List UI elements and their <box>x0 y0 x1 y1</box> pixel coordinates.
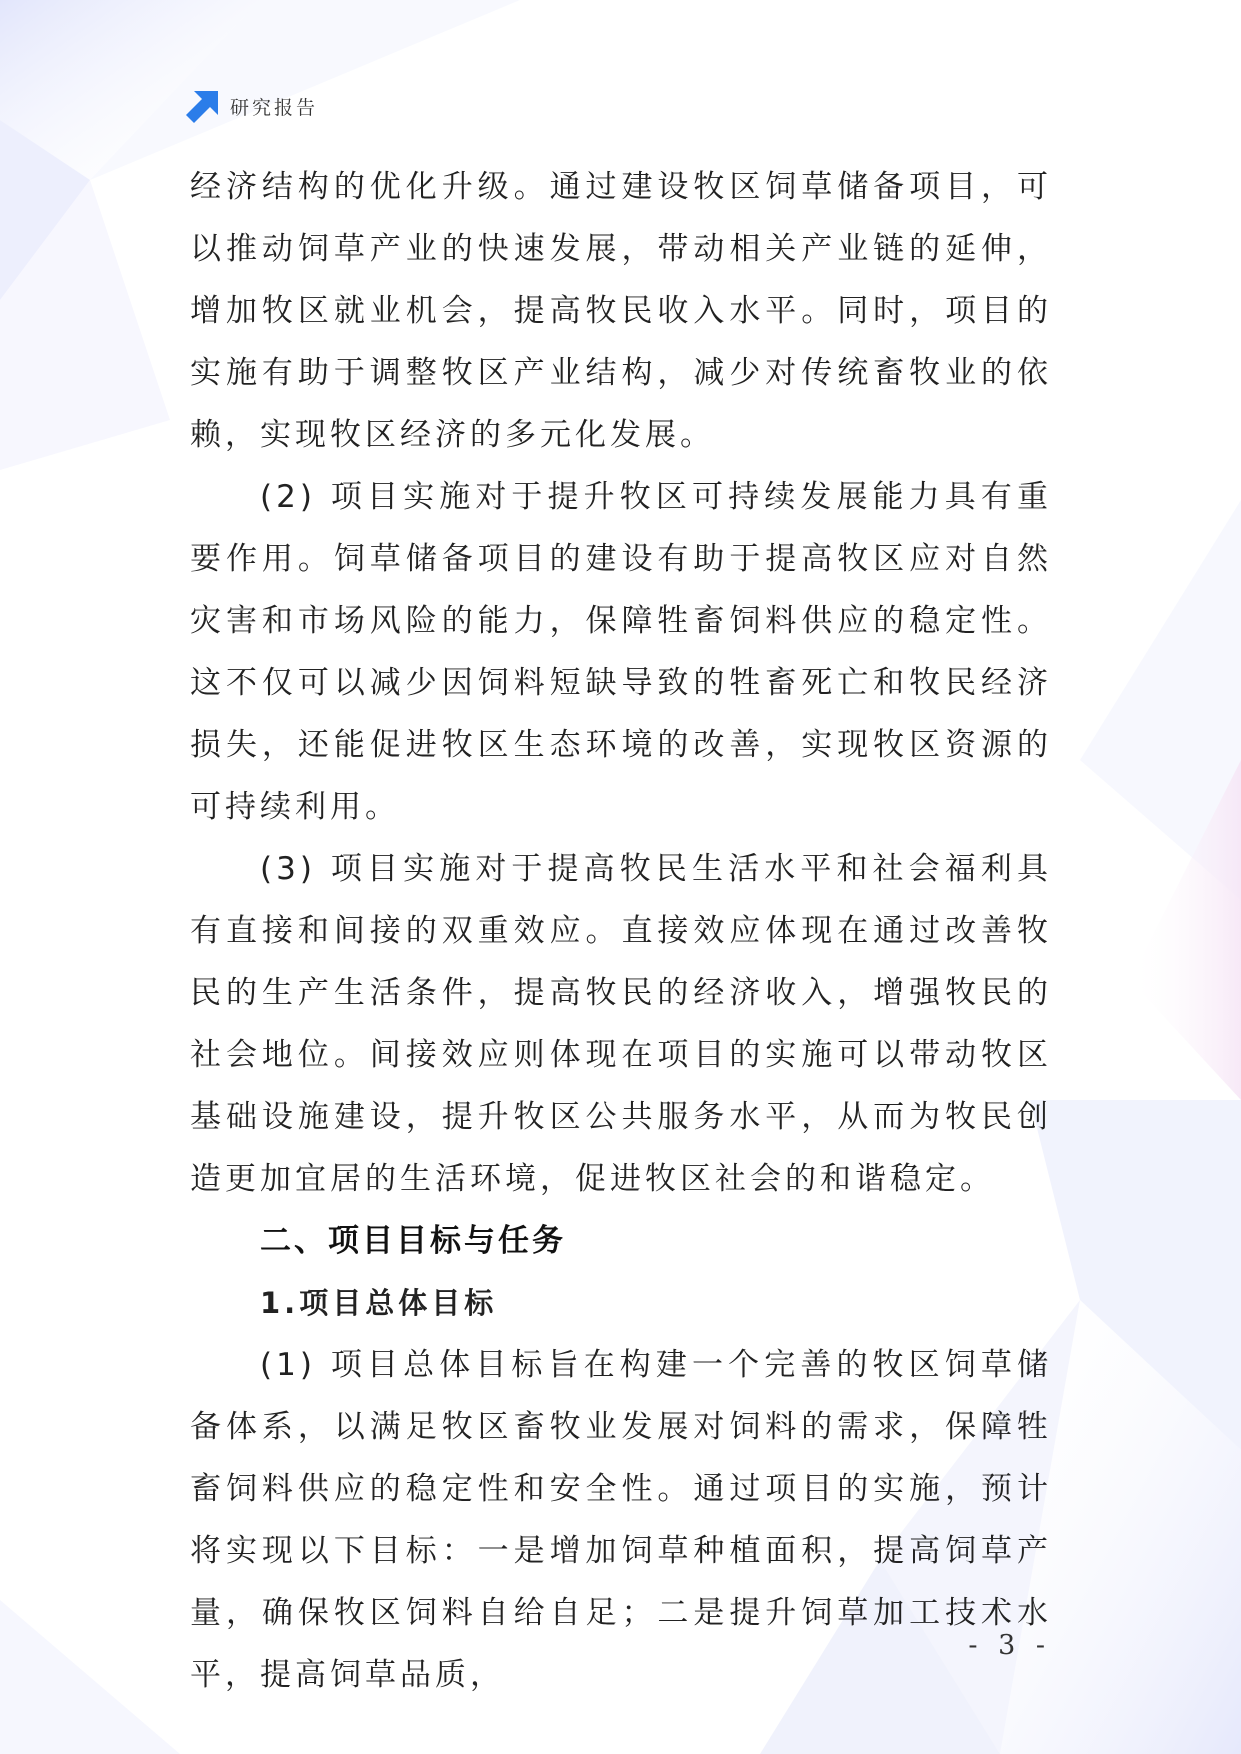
report-header <box>186 88 318 124</box>
paragraph-overall-goal: (1) 项目总体目标旨在构建一个完善的牧区饲草储备体系，以满足牧区畜牧业发展对饲料的需求，保障牲畜饲料供应的稳定性和安全性。通过项目的实施，预计将实现以下目标：一是增加饲草种植面积，提高饲草产量，确保牧区饲料自给自足；二是提升饲草加工技术水平，提高饲草品质， <box>190 1347 1052 1693</box>
header-title: 研究报告 <box>230 96 319 119</box>
page-number: - 3 - <box>968 1630 1051 1661</box>
paragraph-sustainability: (2) 项目实施对于提升牧区可持续发展能力具有重要作用。饲草储备项目的建设有助于提高牧区应对自然灾害和市场风险的能力，保障牲畜饲料供应的稳定性。这不仅可以减少因饲料短缺导致的牲畜死亡和牧民经济损失，还能促进牧区生态环境的改善，实现牧区资源的可持续利用。 <box>190 479 1052 825</box>
subsection-heading: 1.项目总体目标 <box>260 1286 498 1320</box>
paragraph-living-standards: (3) 项目实施对于提高牧民生活水平和社会福利具有直接和间接的双重效应。直接效应体现在通过改善牧民的生产生活条件，提高牧民的经济收入，增强牧民的社会地位。间接效应则体现在项目的实施可以带动牧区基础设施建设，提升牧区公共服务水平，从而为牧民创造更加宜居的生活环境，促进牧区社会的和谐稳定。 <box>190 851 1052 1197</box>
document-body <box>190 156 1052 1706</box>
paragraph-economic-structure: 经济结构的优化升级。通过建设牧区饲草储备项目，可以推动饲草产业的快速发展，带动相关产业链的延伸，增加牧区就业机会，提高牧民收入水平。同时，项目的实施有助于调整牧区产业结构，减少对传统畜牧业的依赖，实现牧区经济的多元化发展。 <box>190 169 1052 453</box>
arrow-up-right-icon <box>186 89 220 123</box>
section-heading: 二、项目目标与任务 <box>260 1223 566 1259</box>
